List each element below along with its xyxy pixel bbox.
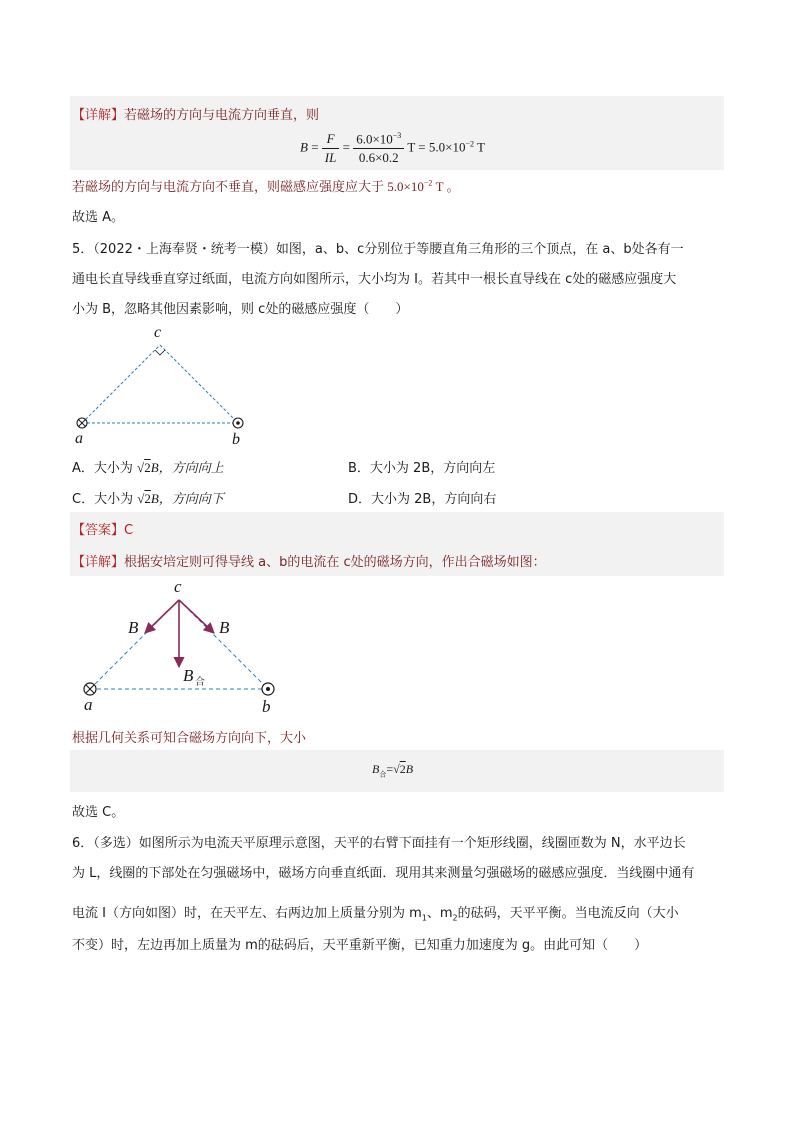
q5-choice: 故选 C。: [72, 805, 125, 820]
q5-field-figure: [72, 577, 284, 717]
q5-stem-line1: 5．（2022・上海奉贤・统考一模）如图，a、b、c分别位于等腰直角三角形的三个顶点，在 a、b处各有一: [72, 242, 684, 257]
label-B-right: B: [219, 618, 230, 637]
label-a: a: [75, 430, 83, 447]
q5-conclusion: 根据几何关系可知合磁场方向向下，大小: [72, 731, 307, 746]
q4-detail-line: [72, 104, 319, 123]
q5-formula: $B_合=√2B$: [372, 762, 414, 779]
q5-triangle-figure: [70, 322, 270, 448]
option-a[interactable]: A．大小为 √2B，方向向上: [72, 460, 224, 476]
label-a: a: [84, 695, 93, 714]
wire-into-page-icon: [84, 683, 96, 695]
answer-line: 【答案】C: [72, 523, 134, 538]
label-c: c: [174, 577, 182, 596]
wire-into-page-icon: [77, 418, 87, 428]
label-B-left: B: [128, 618, 139, 637]
wire-out-of-page-icon: [262, 683, 274, 695]
q5-detail-line: 【详解】根据安培定则可得导线 a、b的电流在 c处的磁场方向，作出合磁场如图：: [72, 555, 546, 570]
detail-tag: 【详解】: [72, 108, 125, 123]
q5-stem-line3: 小为 B，忽略其他因素影响，则 c处的磁感应强度（ ）: [72, 302, 409, 317]
detail-text: 若磁场的方向与电流方向垂直，则: [124, 108, 320, 123]
q5-stem-line2: 通电长直导线垂直穿过纸面，电流方向如图所示，大小均为 I。若其中一根长直导线在 c处的磁感应强度大: [72, 272, 677, 287]
option-b[interactable]: B．大小为 2B，方向向左: [348, 461, 496, 476]
wire-out-of-page-icon: [233, 418, 243, 428]
q4-followup: 若磁场的方向与电流方向不垂直，则磁感应强度应大于 $5.0\times 10^{-2}$ T 。: [72, 178, 460, 195]
label-c: c: [154, 324, 162, 341]
option-c[interactable]: C．大小为 √2B，方向向下: [72, 491, 224, 507]
q6-stem-line3: 电流 I（方向如图）时，在天平左、右两边加上质量分别为 $m_1$、$m_2$的砝码，天平平衡。当电流反向（大小: [72, 906, 679, 923]
q4-formula: B = $\frac{F}{IL}$ = $\frac{6.0\times 10^{-3}}{0.6\times 0.2}$ $T = 5.0\times 10^{-2}$ T: [300, 131, 485, 166]
fraction-f-il: $\frac{F}{IL}$: [322, 131, 340, 166]
fraction-values: $\frac{6.0\times 10^{-3}}{0.6\times 0.2}$: [353, 131, 404, 166]
q4-choice: 故选 A。: [72, 210, 125, 225]
sqrt-expression: √2: [137, 491, 151, 506]
sqrt-expression: √2: [137, 460, 151, 475]
label-b: b: [232, 431, 240, 448]
q6-stem-line4: 不变）时，左边再加上质量为 m的砝码后，天平重新平衡，已知重力加速度为 g。由此可知（ ）: [72, 938, 648, 953]
label-B-resultant: B: [183, 666, 194, 685]
label-resultant-subscript: 合: [195, 677, 205, 688]
option-d[interactable]: D．大小为 2B，方向向右: [348, 492, 497, 507]
q6-stem-line2: 为 L，线圈的下部处在匀强磁场中，磁场方向垂直纸面．现用其来测量匀强磁场的磁感应强度．当线圈中通有: [72, 866, 695, 881]
label-b: b: [262, 697, 271, 716]
q6-stem-line1: 6．（多选）如图所示为电流天平原理示意图，天平的右臂下面挂有一个矩形线圈，线圈匝数为 N，水平边长: [72, 836, 686, 851]
